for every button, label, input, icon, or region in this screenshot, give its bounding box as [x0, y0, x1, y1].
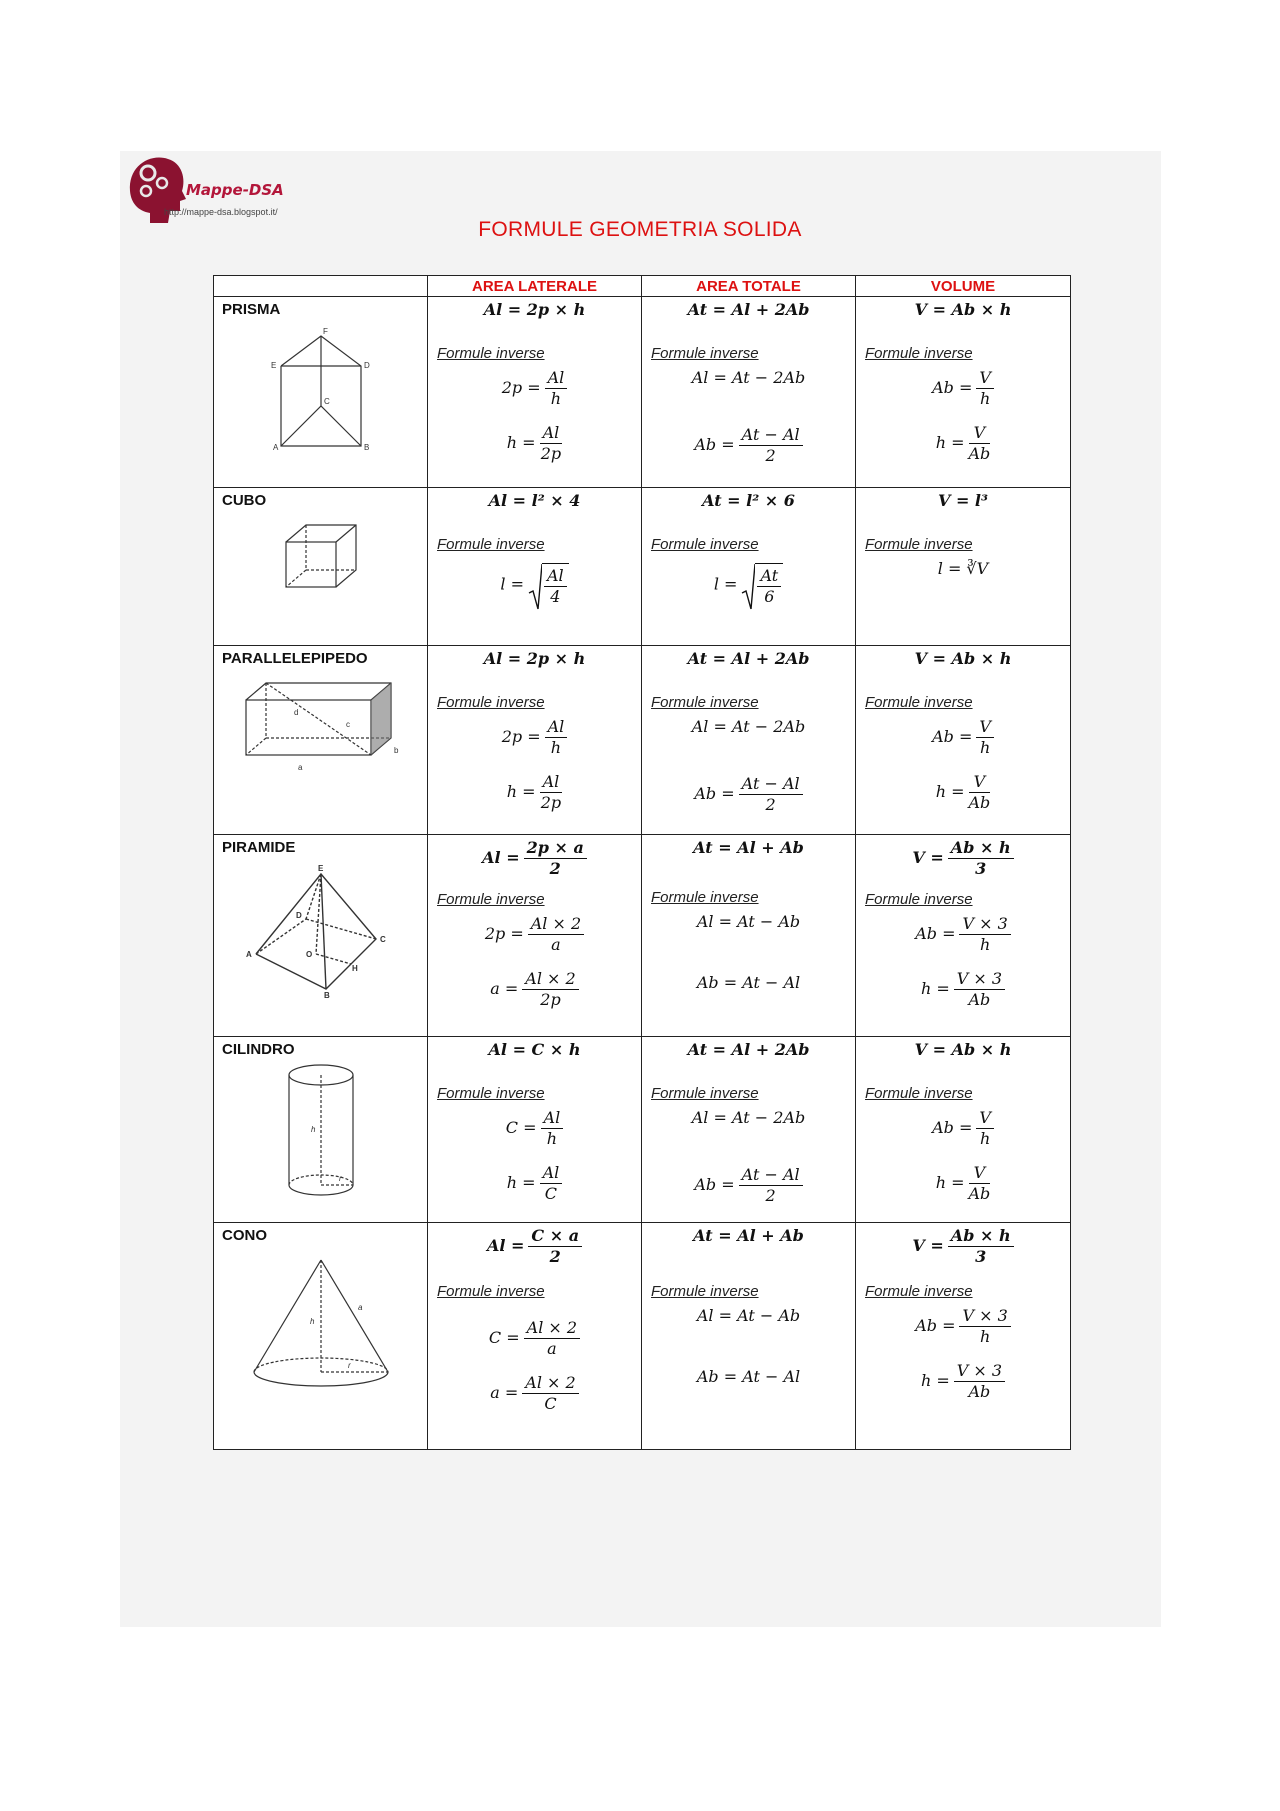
shape-cell: [214, 646, 428, 835]
area-totale-cell: [642, 297, 856, 488]
vertex-label: F: [322, 327, 328, 336]
inverse-formula: Ab = At − Al: [696, 973, 801, 992]
inverse-formula: l = $\frac{Al}{4}$: [428, 563, 641, 607]
main-formula: Al = 2p × h: [483, 649, 586, 668]
header-volume: VOLUME: [856, 276, 1071, 297]
inverse-formula: h = $\frac{V \times 3}{Ab}$: [856, 969, 1070, 1010]
vertex-label: E: [270, 361, 276, 370]
vertex-label: B: [363, 443, 369, 452]
main-formula: At = l² × 6: [702, 491, 795, 510]
edge-label: a: [297, 763, 302, 772]
main-formula: Al = C × h: [488, 1040, 581, 1059]
main-formula: At = Al + 2Ab: [687, 300, 810, 319]
cuboid-figure-icon: [236, 675, 406, 775]
dimension-label: h: [310, 1125, 315, 1134]
inverse-formula: Ab = At − Al: [696, 1367, 801, 1386]
dimension-label: a: [357, 1303, 362, 1312]
header-row: [214, 276, 1071, 297]
inverse-formula: Al = At − Ab: [696, 1306, 801, 1325]
row-piramide: [214, 835, 1071, 1037]
inverse-label: Formule inverse: [865, 1283, 973, 1300]
vertex-label: B: [323, 991, 330, 999]
row-cono: [214, 1223, 1071, 1450]
cone-figure-icon: [246, 1252, 396, 1402]
edge-label: c: [345, 720, 350, 729]
inverse-label: Formule inverse: [865, 694, 973, 711]
area-totale-cell: [642, 488, 856, 646]
vertex-label: C: [379, 935, 386, 944]
main-formula: Al = $\frac{2p \times a}{2}$: [428, 835, 641, 879]
inverse-formula: a = $\frac{Al \times 2}{2p}$: [428, 969, 641, 1010]
inverse-formula: Ab = $\frac{V}{h}$: [856, 368, 1070, 409]
formula-table: [213, 275, 1071, 1450]
inverse-label: Formule inverse: [437, 1085, 545, 1102]
volume-cell: [856, 646, 1071, 835]
vertex-label: O: [305, 950, 312, 959]
main-formula: At = Al + 2Ab: [687, 1040, 810, 1059]
shape-name: PRISMA: [222, 301, 281, 318]
inverse-label: Formule inverse: [437, 345, 545, 362]
inverse-formula: C = $\frac{Al}{h}$: [428, 1108, 641, 1149]
prism-figure-icon: [261, 326, 381, 456]
edge-label: b: [393, 746, 398, 755]
dimension-label: r: [338, 1174, 342, 1183]
cube-figure-icon: [276, 517, 366, 597]
main-formula: V = $\frac{Ab \times h}{3}$: [856, 1223, 1070, 1267]
vertex-label: A: [272, 443, 278, 452]
inverse-formula: h = $\frac{V \times 3}{Ab}$: [856, 1361, 1070, 1402]
inverse-formula: Ab = $\frac{V}{h}$: [856, 1108, 1070, 1149]
page-title: FORMULE GEOMETRIA SOLIDA: [478, 218, 802, 241]
area-totale-cell: [642, 1223, 856, 1450]
inverse-formula: 2p = $\frac{Al \times 2}{a}$: [428, 914, 641, 955]
row-prisma: [214, 297, 1071, 488]
shape-name: CONO: [222, 1227, 267, 1244]
header-area-laterale: AREA LATERALE: [428, 276, 642, 297]
main-formula: V = $\frac{Ab \times h}{3}$: [856, 835, 1070, 879]
inverse-label: Formule inverse: [865, 1085, 973, 1102]
radical-icon: [741, 563, 755, 611]
inverse-label: Formule inverse: [437, 891, 545, 908]
inverse-label: Formule inverse: [651, 1085, 759, 1102]
inverse-formula: C = $\frac{Al \times 2}{a}$: [428, 1318, 641, 1359]
inverse-formula: Ab = $\frac{At - Al}{2}$: [642, 1165, 855, 1206]
inverse-formula: Ab = $\frac{V \times 3}{h}$: [856, 1306, 1070, 1347]
logo-url: http://mappe-dsa.blogspot.it/: [164, 207, 278, 217]
main-formula: V = Ab × h: [914, 300, 1012, 319]
main-formula: At = Al + 2Ab: [687, 649, 810, 668]
inverse-formula: Al = At − 2Ab: [691, 368, 806, 387]
inverse-label: Formule inverse: [865, 536, 973, 553]
main-formula: Al = $\frac{C \times a}{2}$: [428, 1223, 641, 1267]
dimension-label: h: [309, 1317, 314, 1326]
inverse-label: Formule inverse: [651, 536, 759, 553]
inverse-formula: 2p = $\frac{Al}{h}$: [428, 717, 641, 758]
shape-name: PARALLELEPIPEDO: [222, 650, 368, 667]
area-totale-cell: [642, 1037, 856, 1223]
area-laterale-cell: [428, 297, 642, 488]
inverse-formula: Ab = $\frac{At - Al}{2}$: [642, 774, 855, 815]
main-formula: Al = l² × 4: [488, 491, 581, 510]
inverse-formula: h = $\frac{Al}{2p}$: [506, 423, 562, 463]
area-totale-cell: [642, 646, 856, 835]
radical-icon: [528, 563, 542, 611]
inverse-label: Formule inverse: [651, 345, 759, 362]
cylinder-figure-icon: [281, 1060, 361, 1205]
inverse-formula: Ab = $\frac{V \times 3}{h}$: [856, 914, 1070, 955]
shape-name: PIRAMIDE: [222, 839, 296, 856]
row-cubo: [214, 488, 1071, 646]
inverse-formula: Al = At − 2Ab: [691, 1108, 806, 1127]
area-laterale-cell: [428, 1037, 642, 1223]
inverse-formula: 2p = $\frac{Al}{h}$: [428, 368, 641, 409]
main-formula: Al = 2p × h: [483, 300, 586, 319]
vertex-label: E: [317, 864, 323, 873]
inverse-formula: h = $\frac{V}{Ab}$: [935, 423, 991, 463]
volume-cell: [856, 835, 1071, 1037]
area-totale-cell: [642, 835, 856, 1037]
pyramid-figure-icon: [246, 864, 396, 999]
area-laterale-cell: [428, 1223, 642, 1450]
main-formula: V = Ab × h: [914, 649, 1012, 668]
shape-name: CUBO: [222, 492, 267, 509]
inverse-formula: Al = At − Ab: [696, 912, 801, 931]
area-laterale-cell: [428, 646, 642, 835]
logo-title: Mappe-DSA: [186, 181, 284, 199]
inverse-label: Formule inverse: [651, 889, 759, 906]
inverse-label: Formule inverse: [651, 694, 759, 711]
inverse-formula: h = $\frac{Al}{C}$: [428, 1163, 641, 1204]
header-empty: [214, 276, 428, 297]
vertex-label: C: [323, 397, 330, 406]
main-formula: At = Al + Ab: [693, 1226, 804, 1245]
main-formula: V = l³: [937, 491, 989, 510]
header-area-totale: AREA TOTALE: [642, 276, 856, 297]
inverse-formula: l = ∛V: [937, 559, 989, 578]
vertex-label: D: [363, 361, 370, 370]
inverse-formula: a = $\frac{Al \times 2}{C}$: [428, 1373, 641, 1414]
dimension-label: r: [347, 1361, 351, 1370]
edge-label: d: [293, 708, 298, 717]
area-laterale-cell: [428, 835, 642, 1037]
vertex-label: H: [351, 964, 358, 973]
inverse-label: Formule inverse: [437, 536, 545, 553]
main-formula: At = Al + Ab: [693, 838, 804, 857]
shape-cell: [214, 488, 428, 646]
volume-cell: [856, 297, 1071, 488]
inverse-label: Formule inverse: [437, 694, 545, 711]
inverse-label: Formule inverse: [651, 1283, 759, 1300]
inverse-formula: h = $\frac{V}{Ab}$: [935, 772, 991, 812]
shape-cell: [214, 297, 428, 488]
row-parallelepipedo: [214, 646, 1071, 835]
inverse-formula: Ab = $\frac{At - Al}{2}$: [642, 425, 855, 466]
shape-cell: [214, 1037, 428, 1223]
inverse-label: Formule inverse: [865, 891, 973, 908]
volume-cell: [856, 488, 1071, 646]
inverse-formula: h = $\frac{V}{Ab}$: [935, 1163, 991, 1203]
area-laterale-cell: [428, 488, 642, 646]
shape-name: CILINDRO: [222, 1041, 295, 1058]
volume-cell: [856, 1037, 1071, 1223]
vertex-label: A: [245, 950, 252, 959]
main-formula: V = Ab × h: [914, 1040, 1012, 1059]
volume-cell: [856, 1223, 1071, 1450]
inverse-formula: l = $\frac{At}{6}$: [642, 563, 855, 607]
inverse-formula: h = $\frac{Al}{2p}$: [506, 772, 562, 812]
inverse-label: Formule inverse: [437, 1283, 545, 1300]
inverse-formula: Al = At − 2Ab: [691, 717, 806, 736]
shape-cell: [214, 835, 428, 1037]
inverse-label: Formule inverse: [865, 345, 973, 362]
inverse-formula: Ab = $\frac{V}{h}$: [856, 717, 1070, 758]
shape-cell: [214, 1223, 428, 1450]
vertex-label: D: [295, 911, 302, 920]
row-cilindro: [214, 1037, 1071, 1223]
